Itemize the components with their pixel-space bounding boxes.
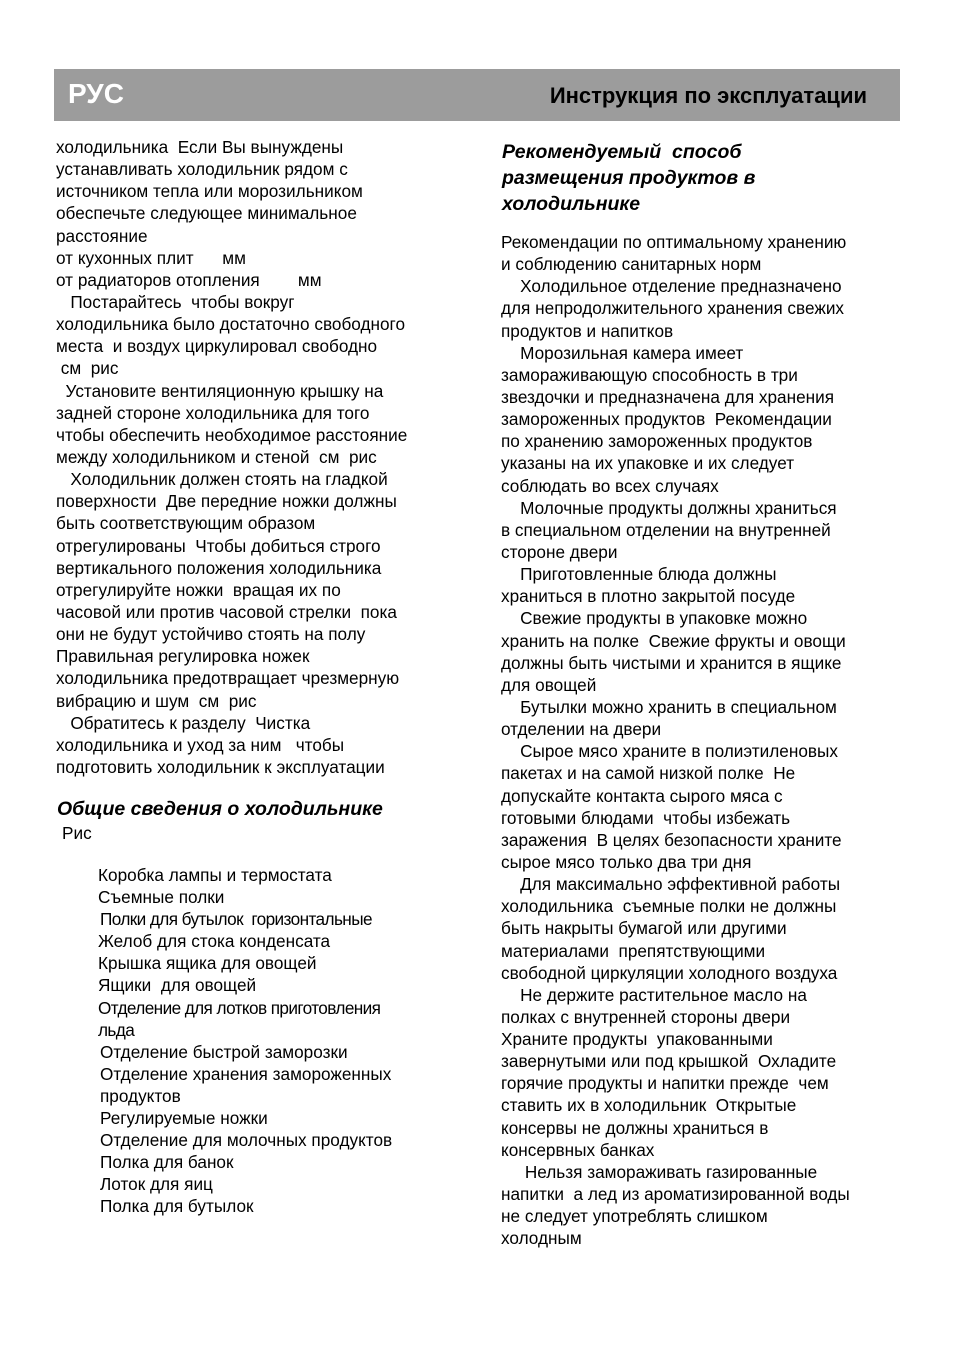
- text-line: и соблюдению санитарных норм: [501, 254, 762, 275]
- parts-list-item: Желоб для стока конденсата: [98, 931, 331, 952]
- text-line: напитки а лед из ароматизированной воды: [501, 1184, 850, 1205]
- text-line: заражения В целях безопасности храните: [501, 829, 842, 850]
- text-line: быть соответствующим образом: [56, 513, 316, 534]
- text-line: готовыми блюдами чтобы избежать: [501, 807, 791, 828]
- text-line: поверхности Две передние ножки должны: [56, 491, 397, 512]
- text-line: вибрацию и шум см рис: [56, 690, 257, 711]
- heading-line: размещения продуктов в: [502, 167, 756, 189]
- left-column: [56, 136, 456, 778]
- text-line: холодильника съемные полки не должны: [501, 896, 837, 917]
- text-line: хранить на полке Свежие фрукты и овощи: [501, 630, 846, 651]
- parts-list-item: Крышка ящика для овощей: [98, 953, 317, 974]
- text-line: Храните продукты упакованными: [501, 1029, 773, 1050]
- text-line: Холодильное отделение предназначено: [501, 276, 842, 297]
- text-line: Приготовленные блюда должны: [501, 564, 777, 585]
- text-line: по хранению замороженных продуктов: [501, 431, 813, 452]
- text-line: Обратитесь к разделу Чистка: [56, 712, 311, 733]
- text-line: чтобы обеспечить необходимое расстояние: [56, 424, 408, 445]
- text-line: Свежие продукты в упаковке можно: [501, 608, 808, 629]
- text-line: подготовить холодильник к эксплуатации: [56, 756, 385, 777]
- text-line: для овощей: [501, 674, 597, 695]
- text-line: холодильника и уход за ним чтобы: [56, 734, 345, 755]
- text-line: холодильника предотвращает чрезмерную: [56, 668, 400, 689]
- text-line: сырое мясо только два три дня: [501, 851, 752, 872]
- text-line: обеспечьте следующее минимальное: [56, 203, 357, 224]
- page-header: [54, 69, 900, 121]
- text-line: соблюдать во всех случаях: [501, 475, 719, 496]
- text-line: холодильника Если Вы вынуждены: [56, 137, 344, 157]
- parts-list-item: Регулируемые ножки: [100, 1108, 268, 1129]
- text-line: Для максимально эффективной работы: [501, 874, 841, 895]
- parts-list-item: Ящики для овощей: [98, 975, 257, 996]
- text-line: материалами препятствующими: [501, 940, 766, 961]
- text-line: расстояние: [56, 225, 148, 246]
- parts-list-item: Лоток для яиц: [100, 1174, 213, 1195]
- text-line: для непродолжительного хранения свежих: [501, 298, 845, 319]
- parts-list-item: Отделение для молочных продуктов: [100, 1130, 393, 1151]
- parts-list-item: Отделение хранения замороженных: [100, 1063, 392, 1084]
- text-line: Морозильная камера имеет: [501, 342, 744, 363]
- parts-list-item: Полка для банок: [100, 1152, 234, 1173]
- parts-list: [98, 864, 392, 1218]
- text-line: холодным: [501, 1228, 582, 1249]
- text-line: часовой или против часовой стрелки пока: [56, 601, 397, 622]
- text-line: стороне двери: [501, 541, 618, 562]
- document-title: Инструкция по эксплуатации: [549, 83, 867, 108]
- text-line: Постарайтесь чтобы вокруг: [56, 291, 295, 312]
- text-line: замороженных продуктов Рекомендации: [501, 409, 832, 430]
- text-line: Бутылки можно хранить в специальном: [501, 696, 837, 717]
- text-line: от радиаторов отопления мм: [56, 269, 322, 290]
- parts-list-item: Отделение быстрой заморозки: [100, 1041, 348, 1062]
- text-line: допускайте контакта сырого мяса с: [501, 785, 783, 806]
- text-line: Сырое мясо храните в полиэтиленовых: [501, 741, 838, 762]
- text-line: указаны на их упаковке и их следует: [501, 453, 795, 474]
- text-line: задней стороне холодильника для того: [56, 402, 370, 423]
- text-line: замораживающую способность в три: [501, 364, 798, 385]
- text-line: Холодильник должен стоять на гладкой: [56, 469, 388, 490]
- text-line: устанавливать холодильник рядом с: [56, 159, 348, 180]
- text-line: полках с внутренней стороны двери: [501, 1006, 791, 1027]
- text-line: ставить их в холодильник Открытые: [501, 1095, 797, 1116]
- section-heading: Общие сведения о холодильнике: [57, 798, 383, 820]
- right-column: [501, 231, 901, 1249]
- parts-list-item: льда: [98, 1019, 135, 1040]
- text-line: Установите вентиляционную крышку на: [56, 380, 384, 401]
- text-line: холодильника было достаточно свободного: [56, 314, 406, 335]
- text-line: Рекомендации по оптимальному хранению: [501, 232, 847, 252]
- text-line: продуктов и напитков: [501, 320, 674, 341]
- text-line: отделении на двери: [501, 719, 662, 740]
- text-line: Молочные продукты должны храниться: [501, 497, 837, 518]
- text-line: они не будут устойчиво стоять на полу: [56, 624, 366, 645]
- text-line: от кухонных плит мм: [56, 247, 246, 268]
- parts-list-item: Полка для бутылок: [100, 1196, 254, 1217]
- heading-line: холодильнике: [502, 193, 641, 215]
- text-line: свободной циркуляции холодного воздуха: [501, 962, 838, 983]
- text-line: между холодильником и стеной см рис: [56, 446, 377, 467]
- heading-line: Рекомендуемый способ: [502, 141, 742, 163]
- parts-list-item: Полки для бутылок горизонтальные: [100, 909, 372, 930]
- text-line: места и воздух циркулировал свободно: [56, 336, 378, 357]
- text-line: Не держите растительное масло на: [501, 984, 807, 1005]
- language-code: РУС: [68, 78, 124, 109]
- text-line: Нельзя замораживать газированные: [501, 1161, 818, 1182]
- text-line: быть накрыты бумагой или другими: [501, 918, 787, 939]
- text-line: звездочки и предназначена для хранения: [501, 386, 835, 407]
- text-line: в специальном отделении на внутренней: [501, 519, 831, 540]
- text-line: не следует употреблять слишком: [501, 1206, 768, 1227]
- text-line: консервы не должны храниться в: [501, 1117, 769, 1138]
- text-line: см рис: [56, 358, 119, 379]
- text-line: отрегулируйте ножки вращая их по: [56, 579, 341, 600]
- text-line: отрегулированы Чтобы добиться строго: [56, 535, 381, 556]
- text-line: храниться в плотно закрытой посуде: [501, 586, 796, 607]
- text-line: должны быть чистыми и хранится в ящике: [501, 652, 842, 673]
- text-line: консервных банках: [501, 1139, 655, 1160]
- parts-list-item: Коробка лампы и термостата: [98, 865, 332, 885]
- text-line: пакетах и на самой низкой полке Не: [501, 763, 796, 784]
- text-line: источником тепла или морозильником: [56, 181, 363, 202]
- text-line: Правильная регулировка ножек: [56, 646, 310, 667]
- text-line: вертикального положения холодильника: [56, 557, 382, 578]
- parts-list-item: продуктов: [100, 1085, 181, 1106]
- text-line: завернутыми или под крышкой Охладите: [501, 1051, 837, 1072]
- parts-list-item: Отделение для лотков приготовления: [98, 997, 381, 1018]
- figure-label: Рис: [62, 823, 92, 843]
- text-line: горячие продукты и напитки прежде чем: [501, 1073, 829, 1094]
- section-heading-right: [502, 139, 755, 217]
- parts-list-item: Съемные полки: [98, 887, 225, 908]
